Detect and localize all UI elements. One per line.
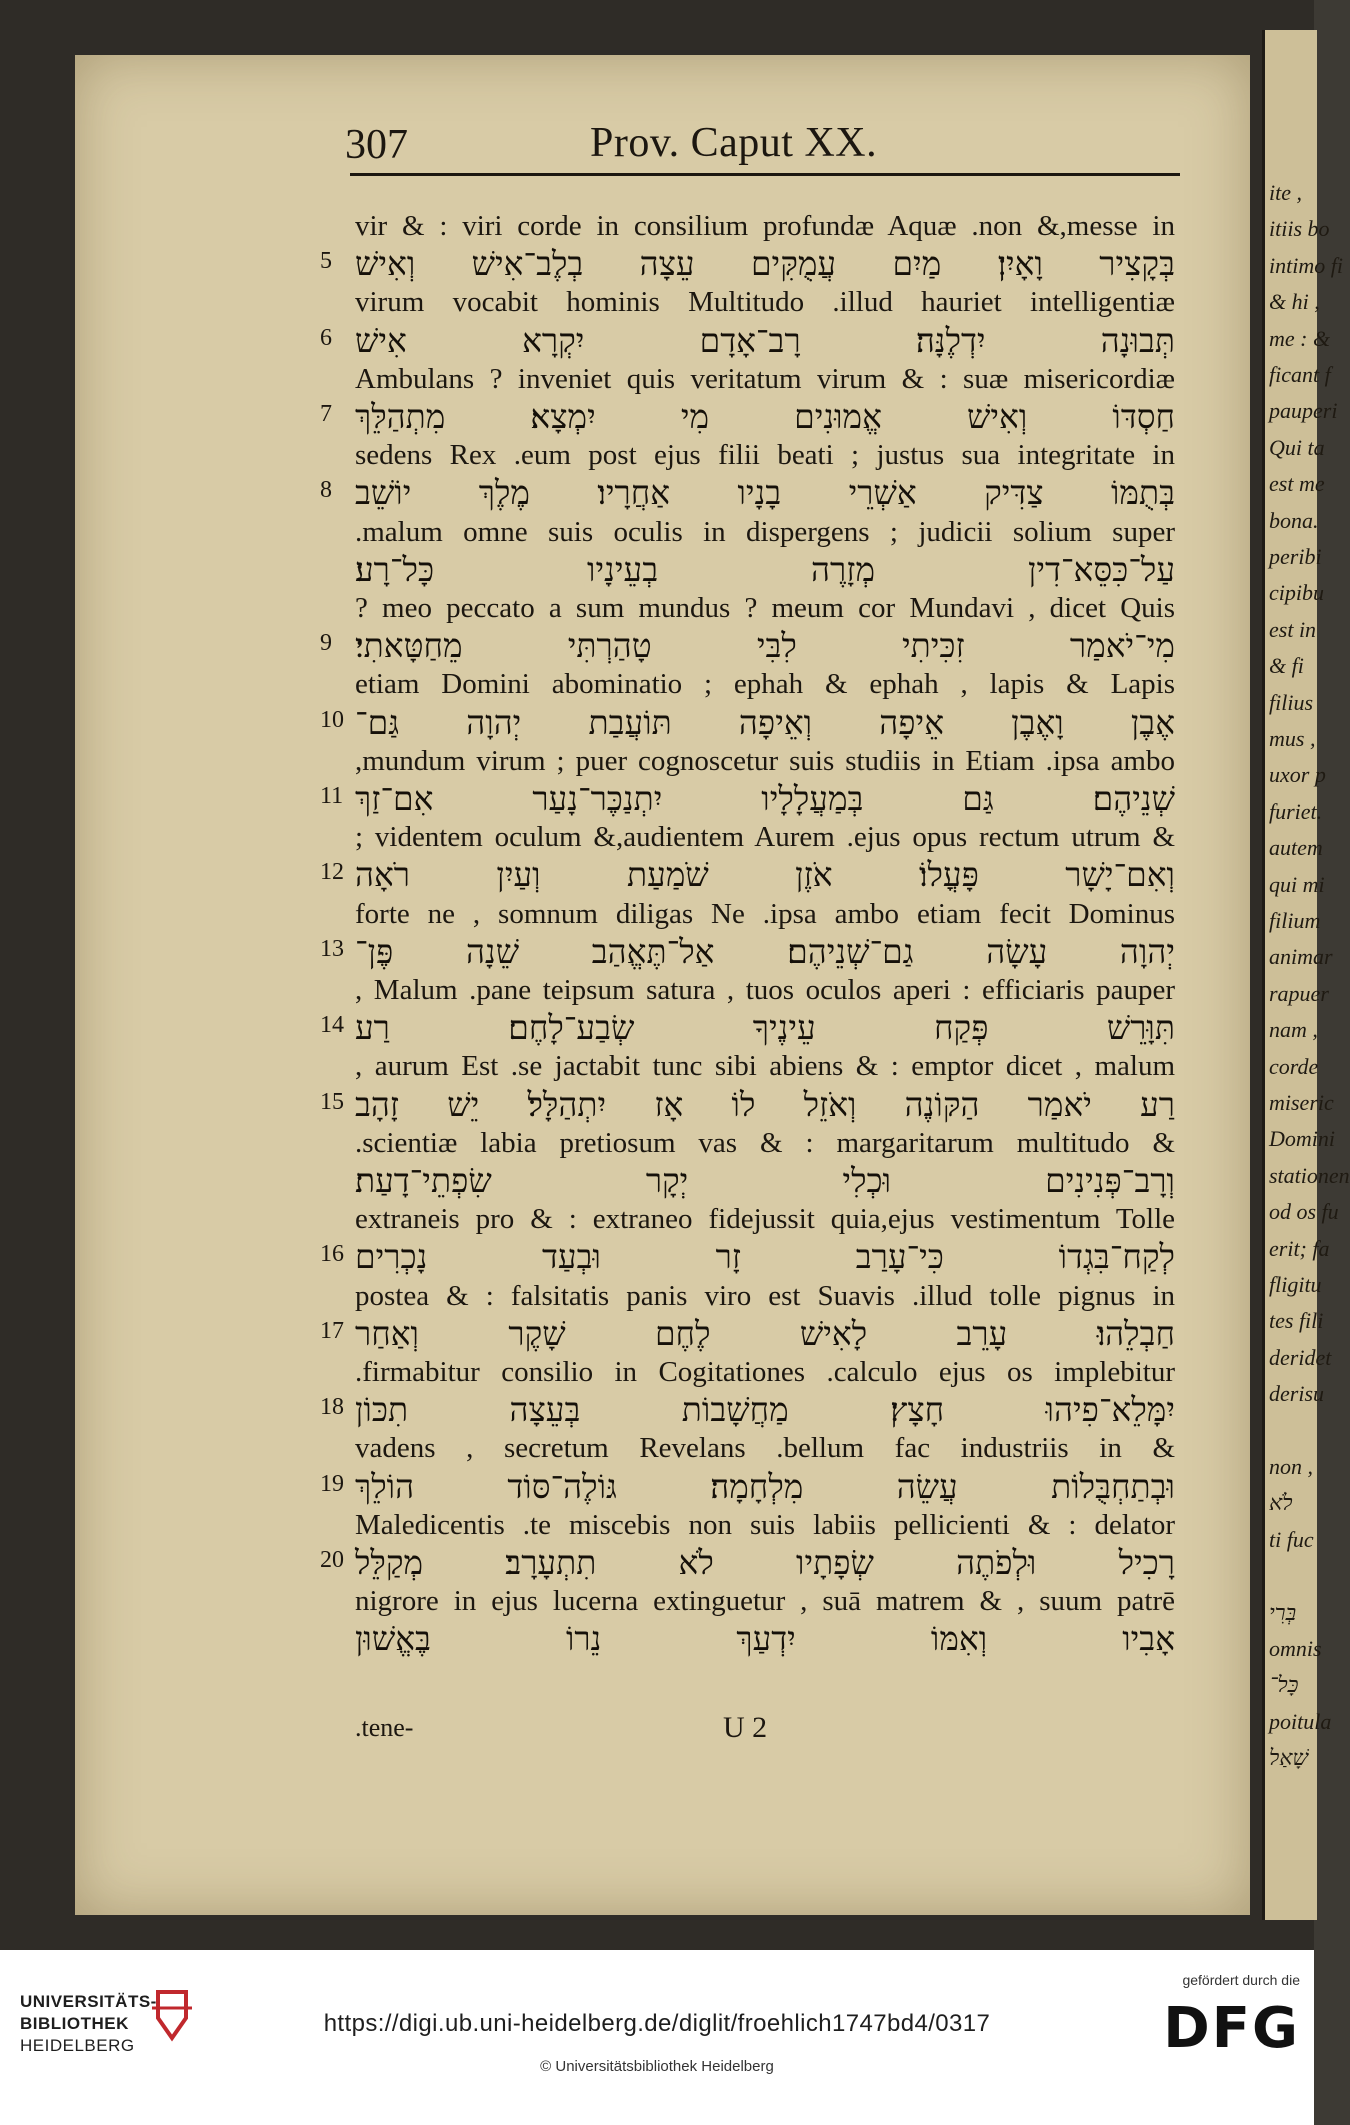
facing-page-fragment: qui mi [1269, 872, 1325, 897]
library-name-line-2: BIBLIOTHEK [20, 2014, 129, 2033]
verse-number: 5 [320, 248, 332, 274]
latin-line: Maledicentis .te miscebis non suis labiis pellicienti & : delator [355, 1509, 1175, 1541]
viewer-footer-bar [0, 1950, 1314, 2125]
hebrew-line: אָבִיו וְאִמּוֹ יִדְעַךְ נֵרוֹ בֶּאֱשׁוּן [355, 1619, 1175, 1658]
facing-page-fragment: Domini [1269, 1126, 1335, 1151]
verse-number: 7 [320, 401, 332, 427]
catchword: .tene- [355, 1713, 414, 1742]
library-name-line-3: HEIDELBERG [20, 2036, 135, 2055]
latin-line: vir & : viri corde in consilium profundæ Aquæ .non &,messe in [355, 210, 1175, 242]
hebrew-line: חַסְדּוֹ וְאִישׁ אֱמוּנִים מִי יִמְצָא׃ מִתְהַלֵּךְ [355, 397, 1175, 436]
facing-page-fragment: pauperi [1269, 398, 1338, 423]
latin-line: postea & : falsitatis panis viro est Suavis .illud tolle pignus in [355, 1280, 1175, 1312]
latin-line: , aurum Est .se jactabit tunc sibi abiens & : emptor dicet , malum [355, 1050, 1175, 1082]
hebrew-line: בְּקָצִיר וָאָיִן׃ מַיִם עֲמֻקִּים עֵצָה בְלֶב־אִישׁ וְאִישׁ [355, 244, 1175, 283]
verse-number: 11 [320, 783, 344, 809]
facing-page-fragment: Qui ta [1269, 435, 1325, 460]
latin-line: Ambulans ? inveniet quis veritatum virum & : suæ misericordiæ [355, 363, 1175, 395]
running-title: Prov. Caput XX. [590, 120, 878, 166]
dfg-logo[interactable] [1160, 1972, 1300, 2092]
facing-page-fragment: ficant f [1269, 362, 1331, 387]
facing-page-fragment: בְּרִי [1269, 1600, 1297, 1625]
latin-line: ,mundum virum ; puer cognoscetur suis studiis in Etiam .ipsa ambo [355, 745, 1175, 777]
facing-page-fragment: לֹא [1269, 1490, 1293, 1515]
verse-number: 17 [320, 1318, 344, 1344]
latin-line: sedens Rex .eum post ejus filii beati ; justus sua integritate in [355, 439, 1175, 471]
facing-page-fragment: stationen [1269, 1163, 1350, 1188]
dfg-caption: gefördert durch die [1182, 1972, 1300, 1988]
verse-number: 13 [320, 936, 344, 962]
facing-page-fragment: ite , [1269, 180, 1302, 205]
verse-number: 6 [320, 325, 332, 351]
hebrew-line: אֶבֶן וָאֶבֶן אֵיפָה וְאֵיפָה תּוֹעֲבַת יְהוָה גַּם־ [355, 703, 1175, 742]
hebrew-line: וּבְתַחְבֻּלוֹת עֲשֵׂה מִלְחָמָה׃ גּוֹלֶה־סּוֹד הוֹלֵךְ [355, 1467, 1175, 1506]
facing-page-fragment: fligitu [1269, 1272, 1322, 1297]
latin-line: , Malum .pane teipsum satura , tuos oculos aperi : efficiaris pauper [355, 974, 1175, 1006]
latin-line: forte ne , somnum diligas Ne .ipsa ambo etiam fecit Dominus [355, 898, 1175, 930]
verse-number: 14 [320, 1012, 344, 1038]
facing-page-fragment: peribi [1269, 544, 1322, 569]
verse-number: 20 [320, 1547, 344, 1573]
signature-mark: U 2 [723, 1711, 768, 1744]
hebrew-line: וְאִם־יָשָׁר פָּעֳלוֹ׃ אֹזֶן שֹׁמַעַת וְעַיִן רֹאָה [355, 855, 1175, 894]
facing-page-fragment: erit; fa [1269, 1236, 1330, 1261]
verse-number: 15 [320, 1089, 344, 1115]
latin-line: nigrore in ejus lucerna extinguetur , suā matrem & , suum patrē [355, 1585, 1175, 1617]
facing-page-fragment: derisu [1269, 1381, 1324, 1406]
facing-page-fragment: rapuer [1269, 981, 1329, 1006]
facing-page-fragment: שָׁאַל [1269, 1745, 1309, 1770]
latin-line: ? meo peccato a sum mundus ? meum cor Mundavi , dicet Quis [355, 592, 1175, 624]
hebrew-line: חַבְלֵהוּ׃ עָרֵב לָאִישׁ לֶחֶם שָׁקֶר וְאַחַר [355, 1314, 1175, 1353]
facing-page-fragment: furiet. [1269, 799, 1323, 824]
hebrew-line: רָכִיל וּלְפֹתֶה שְׂפָתָיו לֹא תִתְעָרָב׃ מְקַלֵּל [355, 1543, 1175, 1582]
facing-page-fragment: uxor p [1269, 762, 1326, 787]
verse-number: 19 [320, 1471, 344, 1497]
verse-number: 16 [320, 1241, 344, 1267]
latin-line: extraneis pro & : extraneo fidejussit quia,ejus vestimentum Tolle [355, 1203, 1175, 1235]
facing-page-fragment: filium [1269, 908, 1321, 933]
verse-number: 12 [320, 859, 344, 885]
verse-number: 18 [320, 1394, 344, 1420]
page-footer [355, 1713, 1175, 1753]
facing-page-fragment: corde [1269, 1054, 1319, 1079]
library-name-line-1: UNIVERSITÄTS- [20, 1992, 157, 2011]
hebrew-line: יִמָּלֵא־פִיהוּ חָצָץ׃ מַחֲשָׁבוֹת בְּעֵצָה תִכּוֹן [355, 1390, 1175, 1429]
facing-page-fragment: cipibu [1269, 580, 1324, 605]
facing-page-fragment: poitula [1269, 1709, 1332, 1734]
hebrew-line: מִי־יֹאמַר זִכִּיתִי לִבִּי טָהַרְתִּי מֵחַטָּאתִי׃ [355, 626, 1175, 665]
hebrew-line: וְרָב־פְּנִינִים וּכְלִי יְקָר שִׂפְתֵי־דָעַת׃ [355, 1161, 1175, 1200]
facing-page-fragment: & hi , [1269, 289, 1320, 314]
hebrew-line: יְהוָה עָשָׂה גַם־שְׁנֵיהֶם׃ אַל־תֶּאֱהַב שֵׁנָה פֶּן־ [355, 932, 1175, 971]
hebrew-line: בְּתֻמּוֹ צַדִּיק אַשְׁרֵי בָנָיו אַחֲרָיו׃ מֶלֶךְ יוֹשֵׁב [355, 473, 1175, 512]
facing-page-fragment: omnis [1269, 1636, 1322, 1661]
latin-line: .malum omne suis oculis in dispergens ; judicii solium super [355, 516, 1175, 548]
facing-page-fragment: tes fili [1269, 1308, 1324, 1333]
facing-page-fragment: animar [1269, 944, 1333, 969]
permalink-url[interactable]: https://digi.ub.uni-heidelberg.de/diglit/froehlich1747bd4/0317 [323, 2010, 991, 2037]
facing-page-fragment: filius [1269, 690, 1314, 715]
facing-page-fragment: est in [1269, 617, 1317, 642]
facing-page-fragment: nam , [1269, 1017, 1318, 1042]
facing-page-fragment: ti fuc [1269, 1527, 1314, 1552]
dfg-wordmark: DFG [1163, 1996, 1300, 2061]
facing-page-fragment: autem [1269, 835, 1323, 860]
facing-page-fragment: & fi [1269, 653, 1304, 678]
hebrew-line: לְקַח־בִּגְדוֹ כִּי־עָרַב זָר וּבְעַד נָכְרִים [355, 1237, 1175, 1276]
facing-page-fragment: me : & [1269, 326, 1331, 351]
hebrew-line: שְׁנֵיהֶם׃ גַּם בְּמַעֲלָלָיו יִתְנַכֶּר־נָעַר אִם־זַךְ [355, 779, 1175, 818]
latin-line: ; videntem oculum &,audientem Aurem .ejus opus rectum utrum & [355, 821, 1175, 853]
facing-page-fragment: non , [1269, 1454, 1313, 1479]
verse-number: 8 [320, 477, 332, 503]
latin-line: etiam Domini abominatio ; ephah & ephah , lapis & Lapis [355, 668, 1175, 700]
latin-line: virum vocabit hominis Multitudo .illud hauriet intelligentiæ [355, 286, 1175, 318]
hebrew-line: תְּבוּנָה יִדְלֶנָּה׃ רָב־אָדָם יִקְרָא אִישׁ [355, 321, 1175, 360]
facing-page-fragment: כָּל־ [1269, 1672, 1299, 1697]
facing-page-fragment: est me [1269, 471, 1325, 496]
hebrew-line: רַע יֹאמַר הַקּוֹנֶה וְאֹזֵל לוֹ אָז יִתְהַלָּל׃ יֵשׁ זָהָב [355, 1085, 1175, 1124]
facing-page-fragment: miseric [1269, 1090, 1334, 1115]
page-number: 307 [345, 122, 408, 168]
latin-line: vadens , secretum Revelans .bellum fac industriis in & [355, 1432, 1175, 1464]
facing-page-fragment: intimo fi [1269, 253, 1343, 278]
facing-page-fragment: deridet [1269, 1345, 1332, 1370]
verse-number: 9 [320, 630, 332, 656]
verse-number: 10 [320, 707, 344, 733]
copyright-notice: © Universitätsbibliothek Heidelberg [540, 2058, 774, 2075]
facing-page-fragment: od os fu [1269, 1199, 1339, 1224]
facing-page-fragment: itiis bo [1269, 216, 1330, 241]
facing-page-fragment: bona. [1269, 508, 1319, 533]
facing-page-fragment: mus , [1269, 726, 1316, 751]
latin-line: .firmabitur consilio in Cogitationes .calculo ejus os implebitur [355, 1356, 1175, 1388]
hebrew-line: תִּוָּרֵשׁ פְּקַח עֵינֶיךָ שְׂבַע־לָחֶם׃ רַע [355, 1008, 1175, 1047]
hebrew-line: עַל־כִּסֵּא־דִין מְזָרֶה בְעֵינָיו כָּל־רָע׃ [355, 550, 1175, 589]
latin-line: .scientiæ labia pretiosum vas & : margaritarum multitudo & [355, 1127, 1175, 1159]
